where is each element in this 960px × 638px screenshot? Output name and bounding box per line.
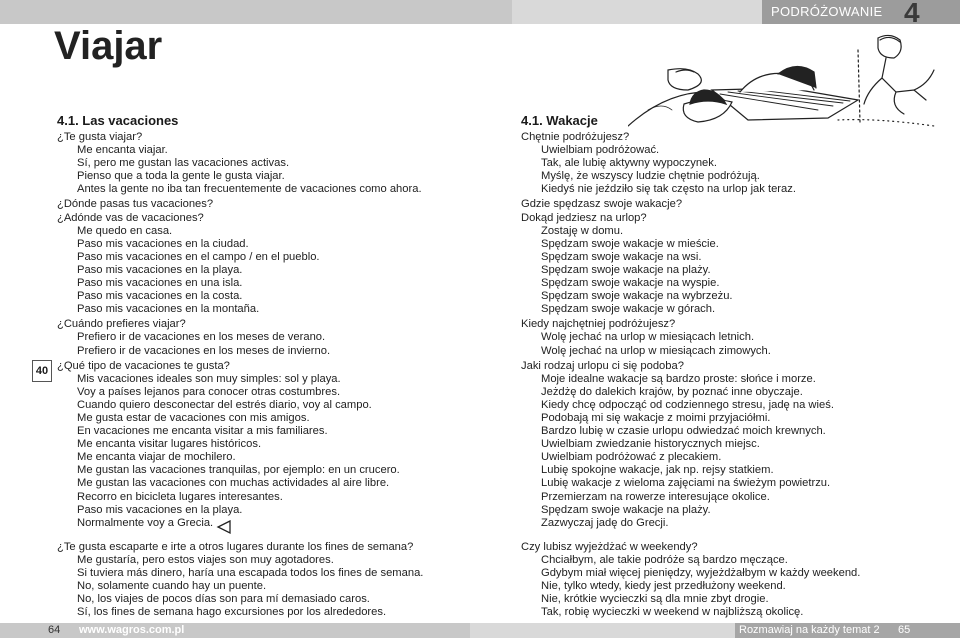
phrase-answer: Uwielbiam podróżować. [541, 144, 660, 157]
phrase-answer: En vacaciones me encanta visitar a mis familiares. [77, 425, 328, 438]
phrase-answer: Spędzam swoje wakacje na wyspie. [541, 277, 720, 290]
phrase-answer: Jeżdżę do dalekich krajów, by poznać inne obyczaje. [541, 385, 803, 398]
phrase-answer: Kiedy chcę odpocząć od codziennego stresu, jadę na wieś. [541, 398, 834, 411]
page-title: Viajar [54, 24, 163, 68]
phrase-answer: Spędzam swoje wakacje w górach. [541, 303, 716, 316]
phrase-question: Jaki rodzaj urlopu ci się podoba? [521, 359, 684, 372]
phrase-answer: Me gustan las vacaciones tranquilas, por ejemplo: en un crucero. [77, 464, 400, 477]
phrase-answer: Spędzam swoje wakacje na wsi. [541, 250, 702, 263]
phrase-answer: Zazwyczaj jadę do Grecji. [541, 516, 669, 529]
phrase-answer: Paso mis vacaciones en la playa. [77, 503, 243, 516]
phrase-question: Czy lubisz wyjeżdżać w weekendy? [521, 540, 698, 553]
phrase-answer: No, solamente cuando hay un puente. [77, 580, 267, 593]
phrase-answer: Zostaję w domu. [541, 224, 624, 237]
phrase-answer: Me gustaría, pero estos viajes son muy agotadores. [77, 553, 334, 566]
phrase-answer: Uwielbiam podróżować z plecakiem. [541, 451, 722, 464]
polish-column [521, 113, 951, 619]
page-number-left: 64 [48, 624, 61, 636]
phrase-answer: Lubię wakacje z wieloma zajęciami na świeżym powietrzu. [541, 477, 831, 490]
phrase-answer: Paso mis vacaciones en la playa. [77, 263, 243, 276]
phrase-answer: Nie, krótkie wycieczki są dla mnie zbyt drogie. [541, 593, 769, 606]
phrase-answer: Uwielbiam zwiedzanie historycznych miejsc. [541, 438, 760, 451]
phrase-answer: Przemierzam na rowerze interesujące okolice. [541, 490, 770, 503]
phrase-answer: Paso mis vacaciones en la ciudad. [77, 237, 249, 250]
phrase-question: Kiedy najchętniej podróżujesz? [521, 318, 676, 331]
section-number: 4 [904, 0, 920, 28]
phrase-answer: Recorro en bicicleta lugares interesantes. [77, 490, 283, 503]
phrase-answer: Antes la gente no iba tan frecuentemente de vacaciones como ahora. [77, 183, 422, 196]
phrase-question: Gdzie spędzasz swoje wakacje? [521, 198, 683, 211]
phrase-answer: Spędzam swoje wakacje na plaży. [541, 503, 711, 516]
section-heading-pl: 4.1. Wakacje [521, 113, 598, 128]
phrase-answer: Sí, los fines de semana hago excursiones por los alrededores. [77, 606, 387, 619]
page-number-right: 65 [898, 624, 911, 636]
phrase-answer: Cuando quiero desconectar del estrés diario, voy al campo. [77, 398, 372, 411]
phrase-answer: Normalmente voy a Grecia. [77, 516, 214, 529]
book-title: Rozmawiaj na każdy temat 2 [739, 624, 880, 636]
phrase-answer: Prefiero ir de vacaciones en los meses de verano. [77, 331, 326, 344]
header-band-left [0, 0, 512, 24]
phrase-answer: Me encanta visitar lugares históricos. [77, 438, 262, 451]
phrase-answer: Me encanta viajar. [77, 144, 168, 157]
phrase-answer: Paso mis vacaciones en una isla. [77, 277, 243, 290]
phrase-question: ¿Adónde vas de vacaciones? [57, 211, 204, 224]
phrase-answer: Paso mis vacaciones en el campo / en el pueblo. [77, 250, 320, 263]
phrase-answer: Chciałbym, ale takie podróże są bardzo męczące. [541, 553, 788, 566]
phrase-answer: Moje idealne wakacje są bardzo proste: słońce i morze. [541, 372, 816, 385]
phrase-answer: Podobają mi się wakacje z moimi przyjaciółmi. [541, 411, 771, 424]
phrase-answer: Tak, ale lubię aktywny wypoczynek. [541, 157, 717, 170]
phrase-answer: Kiedyś nie jeździło się tak często na urlop jak teraz. [541, 183, 796, 196]
phrase-answer: Myślę, że wszyscy ludzie chętnie podróżują. [541, 170, 760, 183]
phrase-answer: Tak, robię wycieczki w weekend w najbliższą okolicę. [541, 606, 804, 619]
phrase-question: Chętnie podróżujesz? [521, 131, 630, 143]
phrase-answer: Wolę jechać na urlop w miesiącach zimowych. [541, 344, 771, 357]
phrase-answer: Sí, pero me gustan las vacaciones activas. [77, 157, 290, 170]
phrase-answer: Paso mis vacaciones en la montaña. [77, 303, 260, 316]
triangle-marker-icon [216, 519, 232, 535]
phrase-question: ¿Qué tipo de vacaciones te gusta? [57, 359, 230, 372]
phrase-answer: Bardzo lubię w czasie urlopu odwiedzać moich krewnych. [541, 425, 826, 438]
spanish-column [57, 113, 497, 619]
phrase-answer: Me quedo en casa. [77, 224, 173, 237]
section-heading-es: 4.1. Las vacaciones [57, 113, 179, 128]
track-number-badge: 40 [32, 360, 52, 382]
publisher-url: www.wagros.com.pl [79, 624, 185, 636]
phrase-answer: Pienso que a toda la gente le gusta viajar. [77, 170, 285, 183]
phrase-question: ¿Te gusta viajar? [57, 131, 143, 143]
phrase-answer: Lubię spokojne wakacje, jak np. rejsy statkiem. [541, 464, 774, 477]
footer-band-left [0, 623, 470, 638]
phrase-answer: Paso mis vacaciones en la costa. [77, 290, 243, 303]
phrase-answer: Spędzam swoje wakacje w mieście. [541, 237, 719, 250]
phrase-answer: Mis vacaciones ideales son muy simples: sol y playa. [77, 372, 341, 385]
section-label: PODRÓŻOWANIE [771, 4, 883, 19]
phrase-answer: Gdybym miał więcej pieniędzy, wyjeżdżałbym w każdy weekend. [541, 567, 861, 579]
phrase-answer: Si tuviera más dinero, haría una escapada todos los fines de semana. [77, 567, 424, 579]
phrase-answer: Wolę jechać na urlop w miesiącach letnich. [541, 331, 755, 344]
phrase-answer: Me encanta viajar de mochilero. [77, 451, 236, 464]
phrase-answer: No, los viajes de pocos días son para mí demasiado caros. [77, 593, 370, 606]
phrase-answer: Spędzam swoje wakacje na plaży. [541, 263, 711, 276]
phrase-answer: Prefiero ir de vacaciones en los meses de invierno. [77, 344, 331, 357]
phrase-question: ¿Cuándo prefieres viajar? [57, 318, 186, 331]
phrase-answer: Me gusta estar de vacaciones con mis amigos. [77, 411, 310, 424]
phrase-question: ¿Te gusta escaparte e irte a otros lugares durante los fines de semana? [57, 540, 414, 553]
phrase-question: ¿Dónde pasas tus vacaciones? [57, 198, 214, 211]
phrase-answer: Nie, tylko wtedy, kiedy jest przedłużony weekend. [541, 580, 786, 593]
phrase-answer: Me gustan las vacaciones con muchas actividades al aire libre. [77, 477, 390, 490]
phrase-question: Dokąd jedziesz na urlop? [521, 211, 647, 224]
phrase-answer: Voy a países lejanos para conocer otras costumbres. [77, 385, 341, 398]
phrase-answer: Spędzam swoje wakacje na wybrzeżu. [541, 290, 733, 303]
